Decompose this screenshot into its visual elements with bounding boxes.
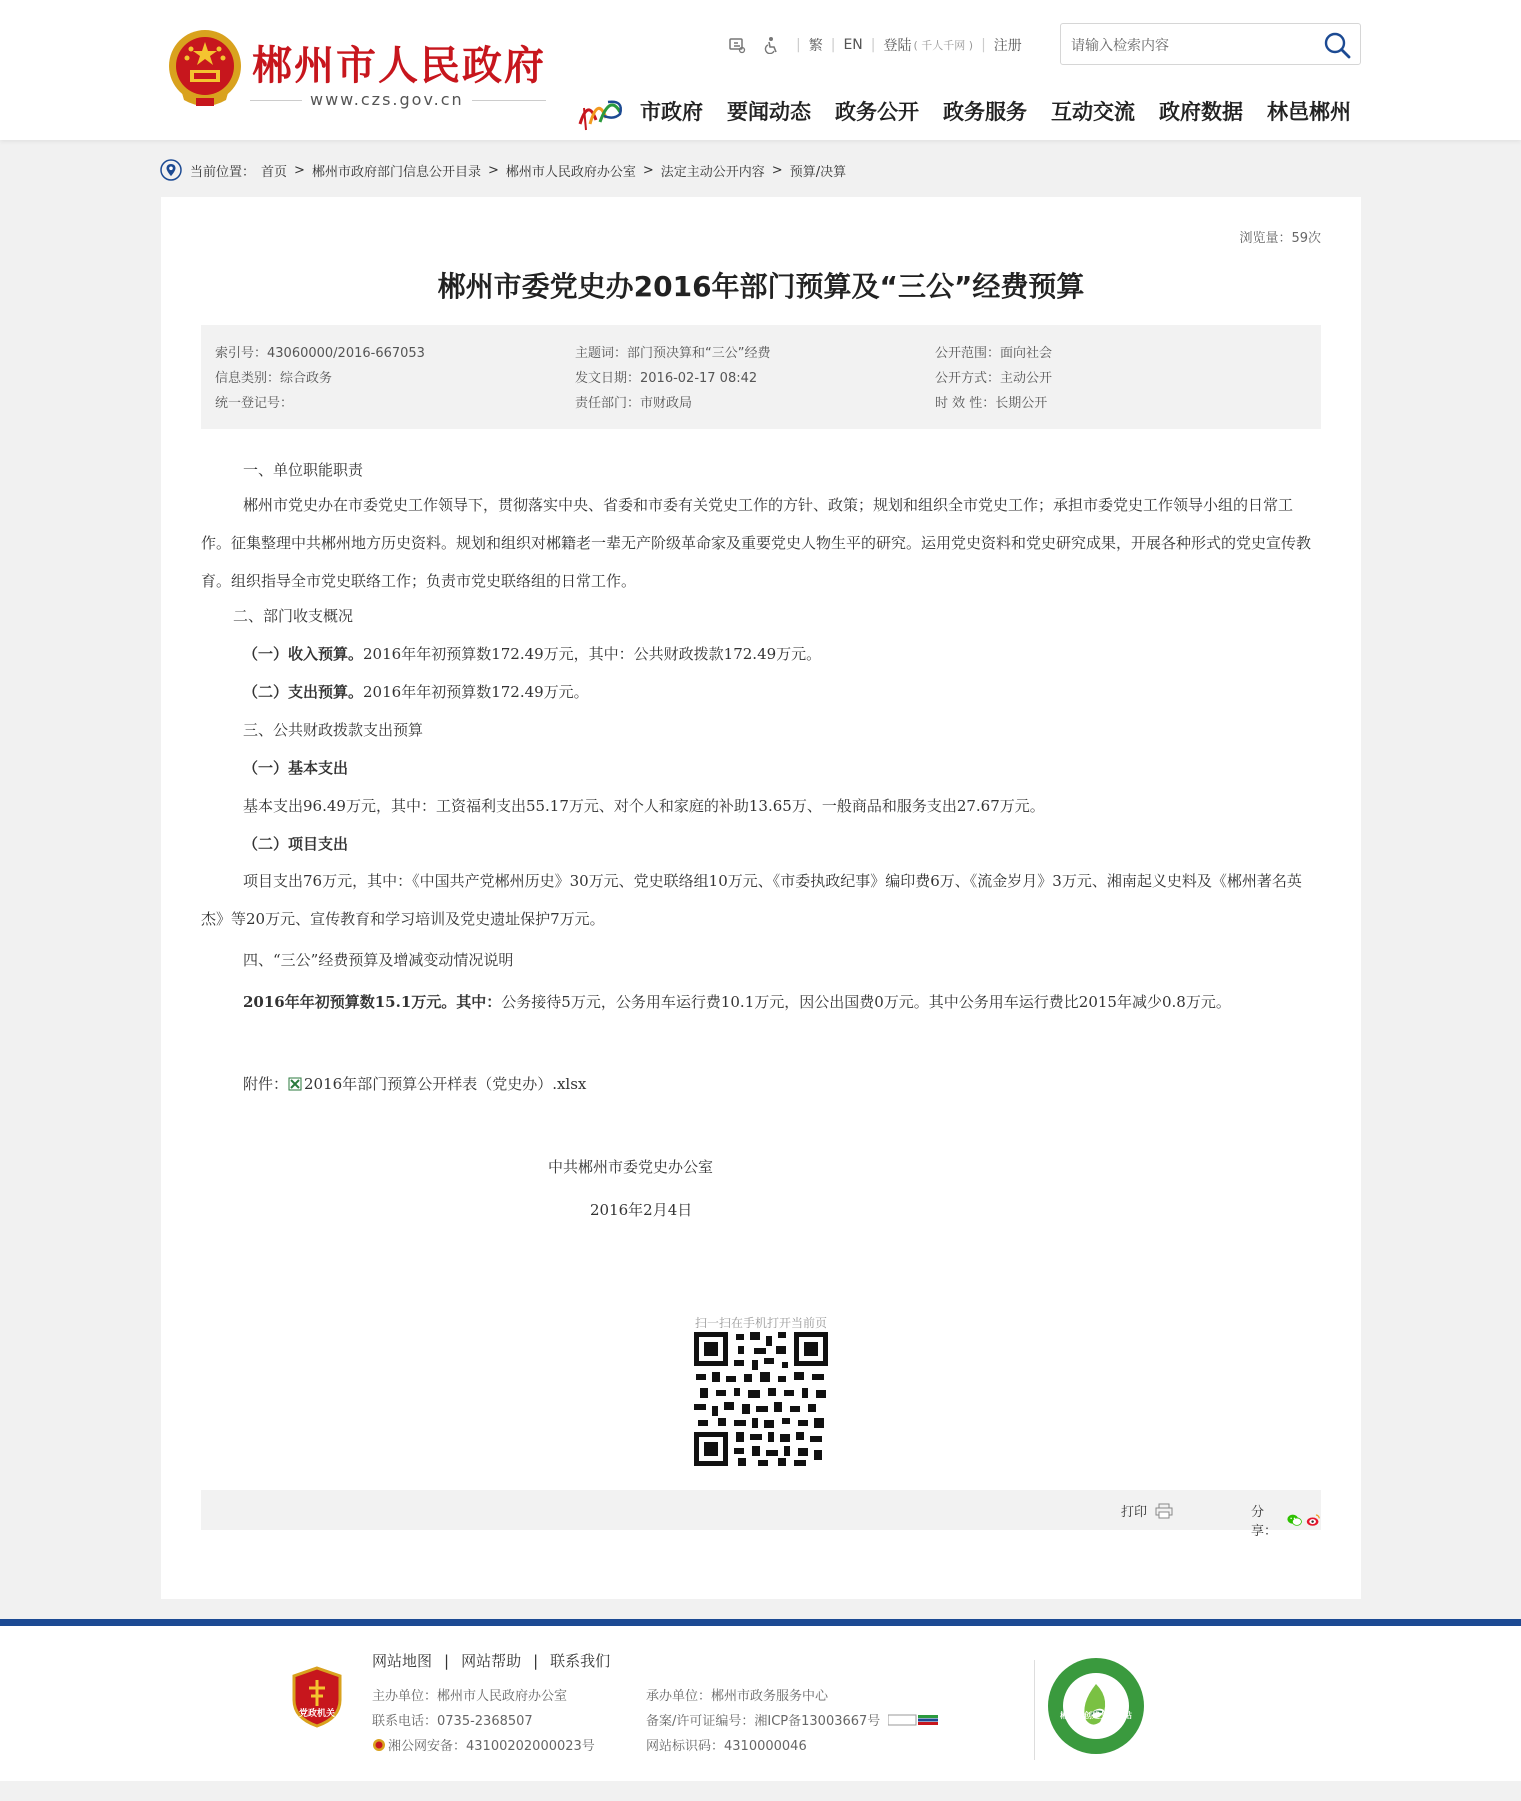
qr-caption: 扫一扫在手机打开当前页 <box>695 1316 828 1330</box>
meta-publish-date: 发文日期：2016-02-17 08:42 <box>575 371 758 386</box>
weibo-icon[interactable] <box>1306 1512 1321 1528</box>
breadcrumb-arrow: > <box>642 162 654 178</box>
qr-code <box>694 1332 828 1466</box>
nav-item-government[interactable]: 市政府 <box>640 100 703 124</box>
paragraph: 项目支出76万元，其中：《中国共产党郴州历史》30万元、党史联络组10万元、《市委执政纪事》编印费6万、《流金岁月》3万元、湘南起义史料及《郴州著名英杰》等20万元、宣传教育和学习培训及党史遗址保护7万元。 <box>201 872 1302 928</box>
nav-item-news[interactable]: 要闻动态 <box>727 100 811 124</box>
meta-responsible: 责任部门：市财政局 <box>575 396 693 411</box>
share-bar <box>201 1490 1321 1539</box>
breadcrumb-arrow: > <box>771 162 783 178</box>
section-heading: 四、“三公”经费预算及增减变动情况说明 <box>243 951 514 969</box>
breadcrumb-arrow: > <box>487 162 499 178</box>
separator: | <box>981 37 986 53</box>
footer-link-sitemap[interactable]: 网站地图 <box>372 1652 433 1670</box>
print-button[interactable] <box>1121 1501 1173 1520</box>
site-url: www.czs.gov.cn <box>302 90 472 109</box>
national-emblem-logo[interactable] <box>166 26 244 112</box>
breadcrumb-catalog[interactable]: 郴州市政府部门信息公开目录 <box>311 164 481 180</box>
footer-operator: 承办单位：郴州市政务服务中心 <box>646 1689 829 1704</box>
footer-icp-text[interactable]: 备案/许可证编号：湘ICP备13003667号 <box>646 1714 881 1729</box>
breadcrumb <box>160 158 846 182</box>
article-container <box>161 197 1361 1599</box>
location-pin-icon <box>160 159 182 181</box>
separator: | <box>870 37 876 53</box>
meta-method: 公开方式：主动公开 <box>935 371 1053 386</box>
share-area <box>1251 1501 1321 1539</box>
print-label: 打印 <box>1121 1505 1148 1520</box>
party-government-badge[interactable] <box>290 1666 344 1728</box>
nav-item-interaction[interactable]: 互动交流 <box>1051 100 1135 124</box>
sub-heading: （一）基本支出 <box>243 759 349 777</box>
nav-item-linyi-chenzhou[interactable]: 林邑郴州 <box>1267 100 1351 124</box>
search-input[interactable] <box>1071 34 1311 56</box>
badge-caption: 党政机关 <box>298 1709 335 1719</box>
paragraph: 郴州市党史办在市委党史工作领导下，贯彻落实中央、省委和市委有关党史工作的方针、政策；规划和组织全市党史工作；承担市委党史工作领导小组的日常工作。征集整理中共郴州地方历史资料。规划和组织对郴籍老一辈无产阶级革命家及重要党史人物生平的研究。运用党史资料和党史研究成果，开展各种形式的党史宣传教育。组织指导全市党史联络工作；负责市党史联络组的日常工作。 <box>201 496 1312 590</box>
article-meta <box>201 325 1321 429</box>
separator: | <box>796 37 801 53</box>
breadcrumb-office[interactable]: 郴州市人民政府办公室 <box>505 164 636 180</box>
search-icon[interactable] <box>1322 30 1352 60</box>
nav-item-data[interactable]: 政府数据 <box>1159 100 1243 124</box>
elder-mode-icon[interactable] <box>726 34 748 56</box>
paragraph-text: 公务接待5万元，公务用车运行费10.1万元，因公出国费0万元。其中公务用车运行费比2015年减少0.8万元。 <box>501 993 1231 1011</box>
bold-lead: （二）支出预算。 <box>243 683 364 701</box>
site-header <box>0 0 1521 140</box>
view-count: 浏览量：59次 <box>1239 231 1321 246</box>
printer-icon <box>1155 1503 1173 1519</box>
icp-badge-icon <box>888 1713 938 1727</box>
meta-validity: 时 效 性：长期公开 <box>935 396 1048 411</box>
login-link[interactable]: 登陆 <box>883 38 912 54</box>
register-link[interactable]: 注册 <box>993 38 1022 54</box>
meta-scope: 公开范围：面向社会 <box>935 346 1053 361</box>
breadcrumb-label: 当前位置： <box>190 164 256 180</box>
attachment-label: 附件： <box>243 1075 289 1093</box>
meta-info-category: 信息类别：综合政务 <box>215 371 333 386</box>
paragraph <box>243 643 821 664</box>
paragraph-text: 2016年年初预算数172.49万元，其中：公共财政拨款172.49万元。 <box>363 645 822 663</box>
separator: | <box>444 1651 450 1670</box>
top-toolbar <box>720 34 1022 56</box>
chenzhou-logo-icon <box>574 90 628 132</box>
wechat-icon[interactable] <box>1287 1512 1302 1528</box>
breadcrumb-budget[interactable]: 预算/决算 <box>789 164 847 180</box>
paragraph <box>243 991 1231 1012</box>
breadcrumb-arrow: > <box>294 162 305 178</box>
section-heading: 一、单位职能职责 <box>243 461 364 479</box>
section-heading: 三、公共财政拨款支出预算 <box>243 721 424 739</box>
site-title[interactable]: 郴州市人民政府 <box>252 42 546 89</box>
main-nav <box>574 90 1351 132</box>
footer-divider <box>1034 1660 1035 1760</box>
site-footer <box>0 1626 1521 1781</box>
english-link[interactable]: EN <box>843 37 863 53</box>
meta-subject: 主题词：部门预决算和“三公”经费 <box>575 346 771 361</box>
attachment-link[interactable]: 2016年部门预算公开样表（党史办）.xlsx <box>304 1075 587 1093</box>
accessibility-icon[interactable] <box>760 34 782 56</box>
footer-links <box>372 1650 610 1671</box>
footer-site-code: 网站标识码：4310000046 <box>646 1739 807 1754</box>
footer-link-contact[interactable]: 联系我们 <box>550 1652 611 1670</box>
article-title: 郴州市委党史办2016年部门预算及“三公”经费预算 <box>437 270 1085 303</box>
signature-org: 中共郴州市委党史办公室 <box>548 1158 714 1176</box>
login-note: ( 千人千网 ) <box>913 39 974 52</box>
police-badge-icon <box>372 1738 386 1752</box>
sub-heading: （二）项目支出 <box>243 835 349 853</box>
footer-top-bar <box>0 1619 1521 1626</box>
seal-caption: 郴州市创建文明网站 <box>1060 1711 1132 1720</box>
excel-file-icon <box>288 1077 302 1091</box>
attachment <box>243 1073 586 1094</box>
breadcrumb-statutory[interactable]: 法定主动公开内容 <box>660 164 765 180</box>
paragraph-text: 2016年年初预算数172.49万元。 <box>363 683 589 701</box>
meta-index-no: 索引号：43060000/2016-667053 <box>215 346 425 361</box>
civilized-website-seal-icon[interactable] <box>1046 1656 1146 1756</box>
bottom-strip <box>0 1781 1521 1801</box>
signature-date: 2016年2月4日 <box>590 1201 693 1219</box>
footer-link-help[interactable]: 网站帮助 <box>461 1652 522 1670</box>
search-box <box>1060 23 1361 65</box>
footer-police <box>372 1735 595 1754</box>
footer-phone: 联系电话：0735-2368507 <box>372 1714 533 1729</box>
meta-unified-reg: 统一登记号： <box>215 396 294 411</box>
section-heading: 二、部门收支概况 <box>233 607 354 625</box>
traditional-chinese-link[interactable]: 繁 <box>808 38 823 54</box>
paragraph <box>243 681 589 702</box>
paragraph: 基本支出96.49万元，其中：工资福利支出55.17万元、对个人和家庭的补助13.65万、一般商品和服务支出27.67万元。 <box>243 797 1045 815</box>
footer-police-text[interactable]: 湘公网安备：43100202000023号 <box>388 1739 595 1754</box>
separator: | <box>533 1651 539 1670</box>
separator: | <box>830 37 836 53</box>
breadcrumb-home[interactable]: 首页 <box>261 164 288 180</box>
nav-item-open-affairs[interactable]: 政务公开 <box>835 100 919 124</box>
bold-lead: （一）收入预算。 <box>243 645 364 663</box>
bold-lead: 2016年年初预算数15.1万元。其中： <box>243 993 502 1011</box>
share-label: 分享： <box>1251 1505 1278 1539</box>
nav-item-services[interactable]: 政务服务 <box>943 100 1027 124</box>
footer-icp <box>646 1710 938 1729</box>
footer-host: 主办单位：郴州市人民政府办公室 <box>372 1689 568 1704</box>
